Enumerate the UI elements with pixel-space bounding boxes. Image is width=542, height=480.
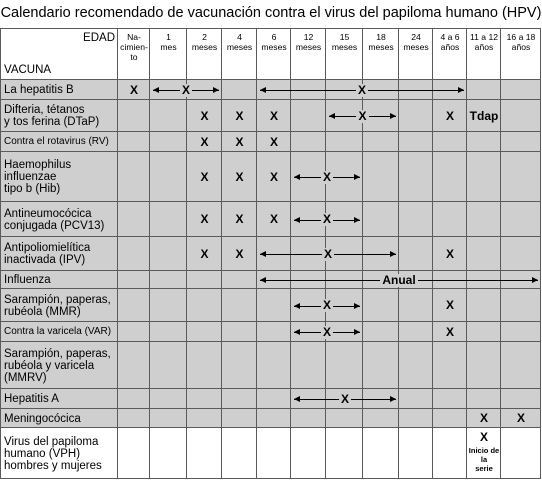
schedule-cell xyxy=(118,202,150,237)
schedule-cell xyxy=(399,322,433,342)
schedule-cell xyxy=(222,322,257,342)
range-label: X xyxy=(322,212,331,226)
schedule-cell xyxy=(222,342,257,389)
schedule-cell xyxy=(150,289,187,322)
age-header-label: 4 meses xyxy=(226,32,253,52)
range-arrow-right xyxy=(399,280,538,281)
schedule-cell xyxy=(291,409,326,428)
schedule-cell xyxy=(501,100,541,132)
dose-mark: X xyxy=(235,246,244,261)
schedule-cell xyxy=(118,132,150,152)
schedule-cell xyxy=(501,202,541,237)
dose-mark: X xyxy=(269,212,278,226)
dose-mark: X xyxy=(200,212,209,226)
dose-mark: X xyxy=(445,324,454,339)
schedule-cell xyxy=(363,152,399,202)
schedule-cell xyxy=(150,237,187,271)
schedule-cell xyxy=(257,289,291,322)
range-label: X xyxy=(181,82,190,97)
range-label: X xyxy=(357,82,366,97)
schedule-cell xyxy=(467,202,501,237)
vaccine-name: Antipoliomielítica inactivada (IPV) xyxy=(4,242,91,266)
schedule-cell xyxy=(501,322,541,342)
schedule-cell xyxy=(399,152,433,202)
schedule-cell xyxy=(118,322,150,342)
schedule-cell xyxy=(150,100,187,132)
age-header-label: Na- cimien- to xyxy=(120,32,148,62)
age-header-label: 11 a 12 años xyxy=(469,32,499,52)
schedule-cell xyxy=(433,202,467,237)
vaccine-name: Influenza xyxy=(4,274,51,286)
schedule-cell xyxy=(187,342,222,389)
dose-mark: X xyxy=(269,134,278,149)
schedule-cell xyxy=(118,271,150,289)
schedule-cell xyxy=(150,202,187,237)
schedule-cell xyxy=(326,409,363,428)
vaccine-name: La hepatitis B xyxy=(4,84,74,96)
schedule-cell xyxy=(363,289,399,322)
schedule-cell xyxy=(257,428,291,479)
dose-mark: X xyxy=(235,212,244,226)
range-arrow-left xyxy=(260,90,362,91)
schedule-cell xyxy=(257,322,291,342)
schedule-cell xyxy=(118,409,150,428)
dose-mark: X xyxy=(269,108,278,123)
age-header-label: 1 mes xyxy=(160,32,177,52)
schedule-cell xyxy=(187,389,222,409)
schedule-cell xyxy=(399,132,433,152)
schedule-cell xyxy=(257,409,291,428)
schedule-cell xyxy=(222,289,257,322)
range-label: X xyxy=(358,108,367,123)
dose-mark: X xyxy=(235,169,244,184)
schedule-cell xyxy=(150,428,187,479)
schedule-cell xyxy=(363,202,399,237)
age-header-label: 18 meses xyxy=(368,32,394,52)
dose-text: Tdap xyxy=(469,108,499,123)
range-label: X xyxy=(322,169,331,184)
age-header-label: 15 meses xyxy=(331,32,358,52)
schedule-cell xyxy=(363,428,399,479)
schedule-cell xyxy=(222,409,257,428)
schedule-cell xyxy=(399,342,433,389)
schedule-cell xyxy=(399,389,433,409)
vaccine-name: Meningocócica xyxy=(4,412,81,425)
vaccine-name: Antineumocócica conjugada (PCV13) xyxy=(4,207,105,232)
schedule-cell xyxy=(150,152,187,202)
schedule-cell xyxy=(501,389,541,409)
schedule-cell xyxy=(363,409,399,428)
schedule-cell xyxy=(187,289,222,322)
schedule-cell xyxy=(291,428,326,479)
dose-mark: X xyxy=(479,411,488,425)
dose-mark: X xyxy=(235,134,244,149)
dose-mark: X xyxy=(200,246,209,261)
schedule-cell xyxy=(257,342,291,389)
schedule-cell xyxy=(291,132,326,152)
schedule-cell xyxy=(467,389,501,409)
range-arrow-left xyxy=(294,399,345,400)
schedule-cell xyxy=(150,409,187,428)
schedule-cell xyxy=(222,389,257,409)
age-header-label: 12 meses xyxy=(295,32,322,52)
dose-note: Inicio de la serie xyxy=(468,446,500,473)
schedule-cell xyxy=(433,389,467,409)
vaccine-name: Contra el rotavirus (RV) xyxy=(4,136,109,147)
schedule-cell xyxy=(326,132,363,152)
schedule-cell xyxy=(501,132,541,152)
schedule-cell xyxy=(501,80,541,100)
schedule-cell xyxy=(118,342,150,389)
vaccine-name: Virus del papiloma humano (VPH) hombres y mujeres xyxy=(4,435,102,472)
schedule-cell xyxy=(118,389,150,409)
range-label: X xyxy=(340,391,349,406)
range-arrow-right xyxy=(345,399,396,400)
schedule-cell xyxy=(467,152,501,202)
schedule-cell xyxy=(150,389,187,409)
schedule-cell xyxy=(150,271,187,289)
range-arrow-left xyxy=(260,254,328,255)
dose-mark: X xyxy=(479,430,488,444)
edad-label: EDAD xyxy=(83,32,115,44)
schedule-cell xyxy=(363,342,399,389)
schedule-cell xyxy=(501,428,541,479)
schedule-cell xyxy=(467,237,501,271)
schedule-cell xyxy=(363,132,399,152)
schedule-cell xyxy=(433,152,467,202)
vaccine-name: Sarampión, paperas, rubéola (MMR) xyxy=(4,293,111,318)
schedule-cell xyxy=(399,289,433,322)
schedule-cell xyxy=(399,100,433,132)
schedule-cell xyxy=(187,409,222,428)
range-label: X xyxy=(323,246,332,261)
schedule-cell xyxy=(118,237,150,271)
dose-mark: X xyxy=(129,82,138,97)
vaccine-name: Contra la varicela (VAR) xyxy=(4,326,112,337)
range-label: X xyxy=(322,324,331,339)
schedule-cell xyxy=(150,342,187,389)
schedule-cell xyxy=(467,289,501,322)
schedule-cell xyxy=(399,202,433,237)
schedule-cell xyxy=(257,389,291,409)
schedule-cell xyxy=(222,428,257,479)
schedule-cell xyxy=(222,80,257,100)
schedule-cell xyxy=(222,271,257,289)
schedule-cell xyxy=(467,322,501,342)
range-arrow-right xyxy=(362,90,464,91)
schedule-cell xyxy=(118,100,150,132)
schedule-cell xyxy=(501,152,541,202)
schedule-cell xyxy=(433,428,467,479)
schedule-cell xyxy=(433,409,467,428)
dose-mark: X xyxy=(200,108,209,123)
age-header-label: 24 meses xyxy=(403,32,429,52)
dose-mark: X xyxy=(445,246,454,261)
schedule-cell xyxy=(326,428,363,479)
schedule-cell xyxy=(363,322,399,342)
schedule-cell xyxy=(467,132,501,152)
dose-mark: X xyxy=(200,134,209,149)
range-label: X xyxy=(322,298,331,312)
range-arrow-left xyxy=(260,280,399,281)
schedule-cell xyxy=(291,100,326,132)
dose-mark: X xyxy=(200,169,209,184)
schedule-cell xyxy=(118,289,150,322)
schedule-cell xyxy=(291,342,326,389)
schedule-cell xyxy=(399,428,433,479)
schedule-cell xyxy=(118,428,150,479)
schedule-cell xyxy=(501,237,541,271)
schedule-cell xyxy=(433,342,467,389)
schedule-cell xyxy=(433,132,467,152)
vaccine-name: Hepatitis A xyxy=(4,393,59,405)
age-header-label: 16 a 18 años xyxy=(506,32,536,52)
schedule-cell xyxy=(187,271,222,289)
vaccine-name: Sarampión, paperas, rubéola y varicela (MMRV) xyxy=(4,347,111,384)
schedule-cell xyxy=(118,152,150,202)
vaccine-name: Difteria, tétanos y tos ferina (DTaP) xyxy=(4,104,100,128)
range-label: Anual xyxy=(382,272,416,287)
schedule-cell xyxy=(467,80,501,100)
schedule-cell xyxy=(501,342,541,389)
schedule-cell xyxy=(467,342,501,389)
vacuna-label: VACUNA xyxy=(4,64,52,76)
schedule-cell xyxy=(187,322,222,342)
dose-mark: X xyxy=(516,411,525,425)
vaccine-name: Haemophilus influenzae tipo b (Hib) xyxy=(4,159,72,195)
schedule-cell xyxy=(150,322,187,342)
age-header-label: 2 meses xyxy=(191,32,218,52)
dose-mark: X xyxy=(445,298,454,312)
dose-mark: X xyxy=(269,169,278,184)
schedule-cell xyxy=(326,342,363,389)
age-header-label: 4 a 6 años xyxy=(440,32,460,52)
dose-mark: X xyxy=(445,108,454,123)
dose-mark: X xyxy=(235,108,244,123)
schedule-cell xyxy=(399,237,433,271)
range-arrow-right xyxy=(328,254,396,255)
schedule-cell xyxy=(187,428,222,479)
schedule-cell xyxy=(501,289,541,322)
schedule-cell xyxy=(399,409,433,428)
schedule-cell xyxy=(150,132,187,152)
age-header-label: 6 meses xyxy=(261,32,287,52)
page-title: Calendario recomendado de vacunación contra el virus del papiloma humano (HPV) xyxy=(0,5,542,21)
